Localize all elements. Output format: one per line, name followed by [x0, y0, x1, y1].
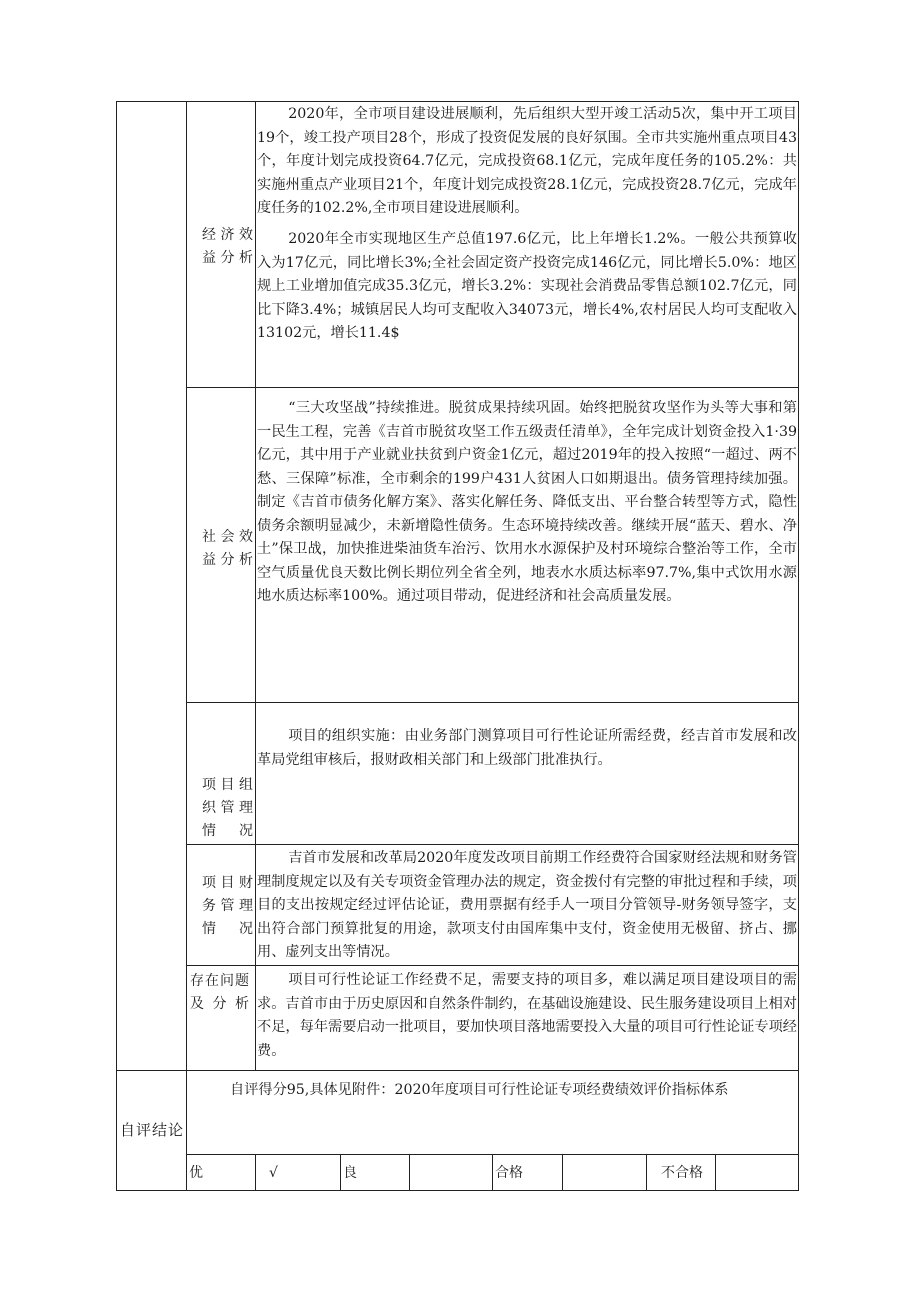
economic-benefit-label: 经济效益分析	[202, 227, 254, 266]
grade-divider-6	[646, 1154, 647, 1190]
grade-pass-label: 合格	[495, 1165, 523, 1181]
grade-divider-3	[409, 1154, 410, 1190]
grade-divider-4	[492, 1154, 493, 1190]
grade-divider-1	[255, 1154, 256, 1190]
content-column-divider	[255, 101, 256, 1070]
row-divider-social-organization	[186, 702, 799, 703]
project-finance-label: 项目财务管理情况	[202, 875, 254, 937]
row-divider-organization-finance	[186, 844, 799, 845]
grade-excellent-label: 优	[189, 1165, 203, 1181]
table-right-border	[798, 101, 799, 1191]
project-organization-label: 项目组织管理情况	[202, 777, 254, 839]
problems-analysis-label: 存在问题及分析	[190, 973, 250, 1012]
grade-divider-7	[715, 1154, 716, 1190]
economic-paragraph-1: 2020年，全市项目建设进展顺利，先后组织大型开竣工活动5次，集中开工项目19个，竣工投产项目28个，形成了投资促发展的良好氛围。全市共实施州重点项目43个，年度计划完成投资64.7亿元，完成投资68.1亿元，完成年度任务的105.2%：共实施州重点产业项目21个，年度计划完成投资28.1亿元，完成投资28.7亿元，完成年度任务的102.2%,全市项目建设进展顺利。	[257, 106, 797, 216]
row-divider-problems-conclusion	[116, 1070, 799, 1071]
self-evaluation-label: 自评结论	[120, 1121, 185, 1139]
row-divider-finance-problems	[186, 965, 799, 966]
social-paragraph-1: “三大攻坚战”持续推进。脱贫成果持续巩固。始终把脱贫攻坚作为头等大事和第一民生工程，完善《吉首市脱贫攻坚工作五级责任清单》，全年完成计划资金投入1·39亿元，其中用于产业就业扶贫到户资金1亿元，超过2019年的投入按照“一超过、两不愁、三保障”标准，全市剩余的199户431人贫困人口如期退出。债务管理持续加强。制定《吉首市债务化解方案》、落实化解任务、降低支出、平台整合转型等方式，隐性债务余额明显减少，未新增隐性债务。生态环境持续改善。继续开展“蓝天、碧水、净土”保卫战，加快推进柴油货车治污、饮用水水源保护及村环境综合整治等工作，全市空气质量优良天数比例长期位列全省全列，地表水水质达标率97.7%,集中式饮用水源地水质达标率100%。通过项目带动，促进经济和社会高质量发展。	[257, 400, 797, 604]
table-top-border	[116, 101, 799, 102]
social-benefit-label: 社会效益分析	[202, 529, 254, 568]
table-left-border	[116, 101, 117, 1191]
grade-fail-label: 不合格	[661, 1165, 703, 1181]
organization-paragraph-1: 项目的组织实施：由业务部门测算项目可行性论证所需经费，经吉首市发展和改革局党组审核后，报财政相关部门和上级部门批准执行。	[257, 728, 797, 768]
problems-paragraph-1: 项目可行性论证工作经费不足，需要支持的项目多，难以满足项目建设项目的需求。吉首市由于历史原因和自然条件制约，在基础设施建设、民生服务建设项目上相对不足，每年需要启动一批项目，要加快项目落地需要投入大量的项目可行性论证专项经费。	[257, 972, 797, 1059]
grade-divider-5	[562, 1154, 563, 1190]
grade-divider-2	[340, 1154, 341, 1190]
row-divider-economic-social	[186, 387, 799, 388]
label-column-divider	[186, 101, 187, 1191]
economic-paragraph-2: 2020年全市实现地区生产总值197.6亿元，比上年增长1.2%。一般公共预算收入为17亿元，同比增长3%;全社会固定资产投资完成146亿元，同比增长5.0%：地区规上工业增加值完成35.3亿元，增长3.2%：实现社会消费品零售总额102.7亿元，同比下降3.4%；城镇居民人均可支配收入34073元，增长4%,农村居民人均可支配收入13102元，增长11.4$	[257, 231, 797, 341]
finance-paragraph-1: 吉首市发展和改革局2020年度发改项目前期工作经费符合国家财经法规和财务管理制度规定以及有关专项资金管理办法的规定，资金拨付有完整的审批过程和手续，项目的支出按规定经过评估论证，费用票据有经手人一项目分管领导-财务领导签字，支出符合部门预算批复的用途，款项支付由国库集中支付，资金使用无极留、挤占、挪用、虚列支出等情况。	[257, 850, 797, 960]
grade-good-label: 良	[343, 1165, 357, 1181]
table-bottom-border	[116, 1190, 799, 1191]
self-evaluation-text: 自评得分95,具体见附件：2020年度项目可行性论证专项经费绩效评价指标体系	[230, 1082, 729, 1098]
grade-excellent-checkmark: √	[269, 1165, 278, 1181]
